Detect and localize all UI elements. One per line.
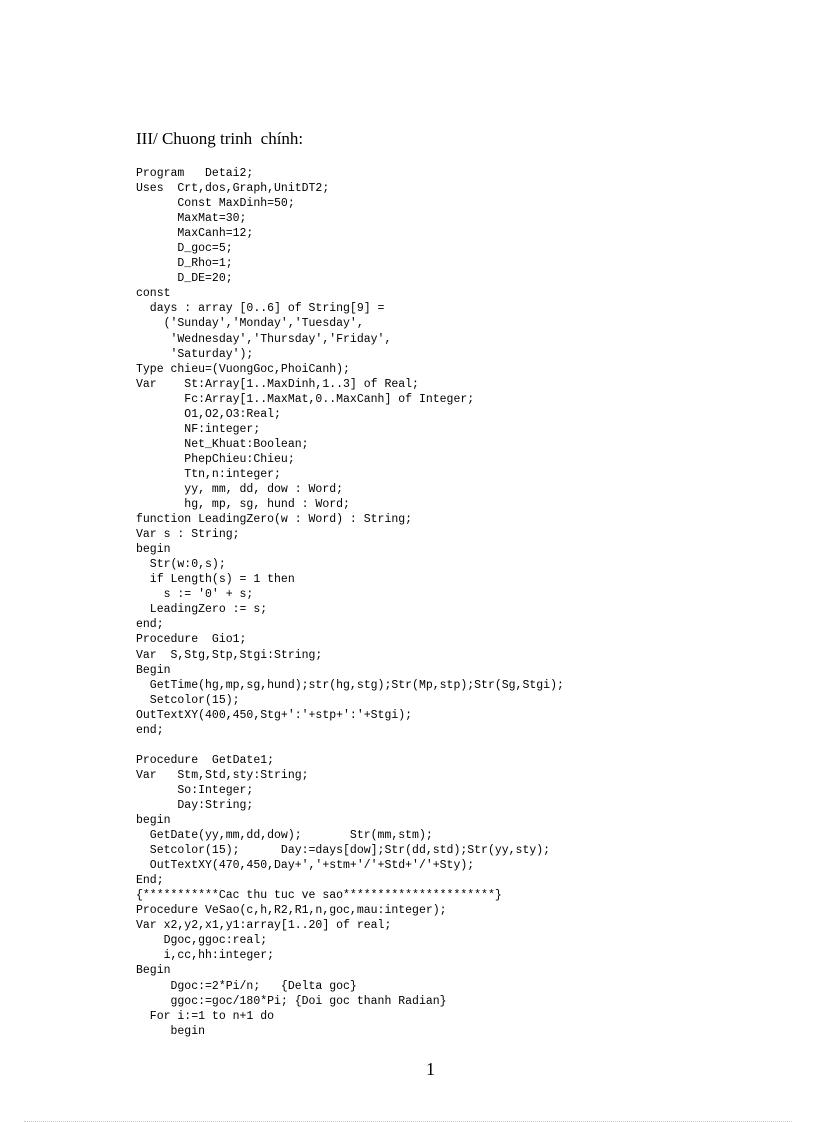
code-line: Setcolor(15); Day:=days[dow];Str(dd,std);Str(yy,sty); — [136, 844, 551, 858]
code-line: hg, mp, sg, hund : Word; — [136, 498, 350, 512]
section-heading: III/ Chuong trinh chính: — [136, 129, 304, 148]
code-line: end; — [136, 618, 164, 632]
code-line: OutTextXY(470,450,Day+','+stm+'/'+Std+'/'+Sty); — [136, 859, 475, 873]
code-line: Procedure GetDate1; — [136, 753, 275, 767]
code-line: Begin — [136, 964, 171, 978]
code-line: O1,O2,O3:Real; — [136, 407, 281, 421]
code-line: ggoc:=goc/180*Pi; {Doi goc thanh Radian} — [136, 994, 447, 1008]
code-line: Var Stm,Std,sty:String; — [136, 768, 309, 782]
code-line: yy, mm, dd, dow : Word; — [136, 482, 344, 496]
code-line: Ttn,n:integer; — [136, 467, 281, 481]
code-line: days : array [0..6] of String[9] = — [136, 302, 385, 316]
code-line: i,cc,hh:integer; — [136, 949, 275, 963]
code-line: NF:integer; — [136, 422, 261, 436]
code-line: function LeadingZero(w : Word) : String; — [136, 513, 413, 527]
code-line: OutTextXY(400,450,Stg+':'+stp+':'+Stgi); — [136, 708, 413, 722]
code-line: 'Saturday'); — [136, 347, 254, 361]
code-line: PhepChieu:Chieu; — [136, 452, 295, 466]
code-line: Net_Khuat:Boolean; — [136, 437, 309, 451]
code-line: Begin — [136, 663, 171, 677]
code-line: Var s : String; — [136, 528, 240, 542]
code-line: Fc:Array[1..MaxMat,0..MaxCanh] of Integer; — [136, 392, 475, 406]
code-line: End; — [136, 874, 164, 888]
code-line: GetTime(hg,mp,sg,hund);str(hg,stg);Str(Mp,stp);Str(Sg,Stgi); — [136, 678, 564, 692]
code-line: Dgoc,ggoc:real; — [136, 934, 268, 948]
pascal-code-block — [136, 166, 564, 1039]
code-line: {***********Cac thu tuc ve sao**********************} — [136, 889, 502, 903]
code-line: begin — [136, 814, 171, 828]
code-line: Procedure Gio1; — [136, 633, 247, 647]
code-line: Var x2,y2,x1,y1:array[1..20] of real; — [136, 919, 392, 933]
code-line: if Length(s) = 1 then — [136, 573, 295, 587]
code-line: begin — [136, 1024, 206, 1038]
code-line: MaxCanh=12; — [136, 227, 254, 241]
code-line: s := '0' + s; — [136, 588, 254, 602]
code-line: D_DE=20; — [136, 272, 233, 286]
code-line: const — [136, 287, 171, 301]
code-line: So:Integer; — [136, 783, 254, 797]
code-line: 'Wednesday','Thursday','Friday', — [136, 332, 392, 346]
code-line: Program Detai2; — [136, 167, 254, 180]
code-line: LeadingZero := s; — [136, 603, 268, 617]
code-line: ('Sunday','Monday','Tuesday', — [136, 317, 364, 331]
code-line: Const MaxDinh=50; — [136, 197, 295, 211]
code-line: begin — [136, 543, 171, 557]
code-line: Var St:Array[1..MaxDinh,1..3] of Real; — [136, 377, 419, 391]
code-line: GetDate(yy,mm,dd,dow); Str(mm,stm); — [136, 829, 433, 843]
code-line: Setcolor(15); — [136, 693, 240, 707]
code-line: MaxMat=30; — [136, 212, 247, 226]
code-line: Var S,Stg,Stp,Stgi:String; — [136, 648, 323, 662]
code-line: Str(w:0,s); — [136, 558, 226, 572]
code-line: D_Rho=1; — [136, 257, 233, 271]
code-line — [136, 738, 564, 753]
code-line: end; — [136, 723, 164, 737]
code-line: Dgoc:=2*Pi/n; {Delta goc} — [136, 979, 357, 993]
page-number: 1 — [426, 1059, 435, 1079]
page-bottom-rule — [24, 1121, 792, 1122]
code-line: For i:=1 to n+1 do — [136, 1009, 275, 1023]
code-line: Day:String; — [136, 798, 254, 812]
code-line: Type chieu=(VuongGoc,PhoiCanh); — [136, 362, 350, 376]
code-line: D_goc=5; — [136, 242, 233, 256]
code-line: Uses Crt,dos,Graph,UnitDT2; — [136, 182, 330, 196]
code-line: Procedure VeSao(c,h,R2,R1,n,goc,mau:integer); — [136, 904, 447, 918]
